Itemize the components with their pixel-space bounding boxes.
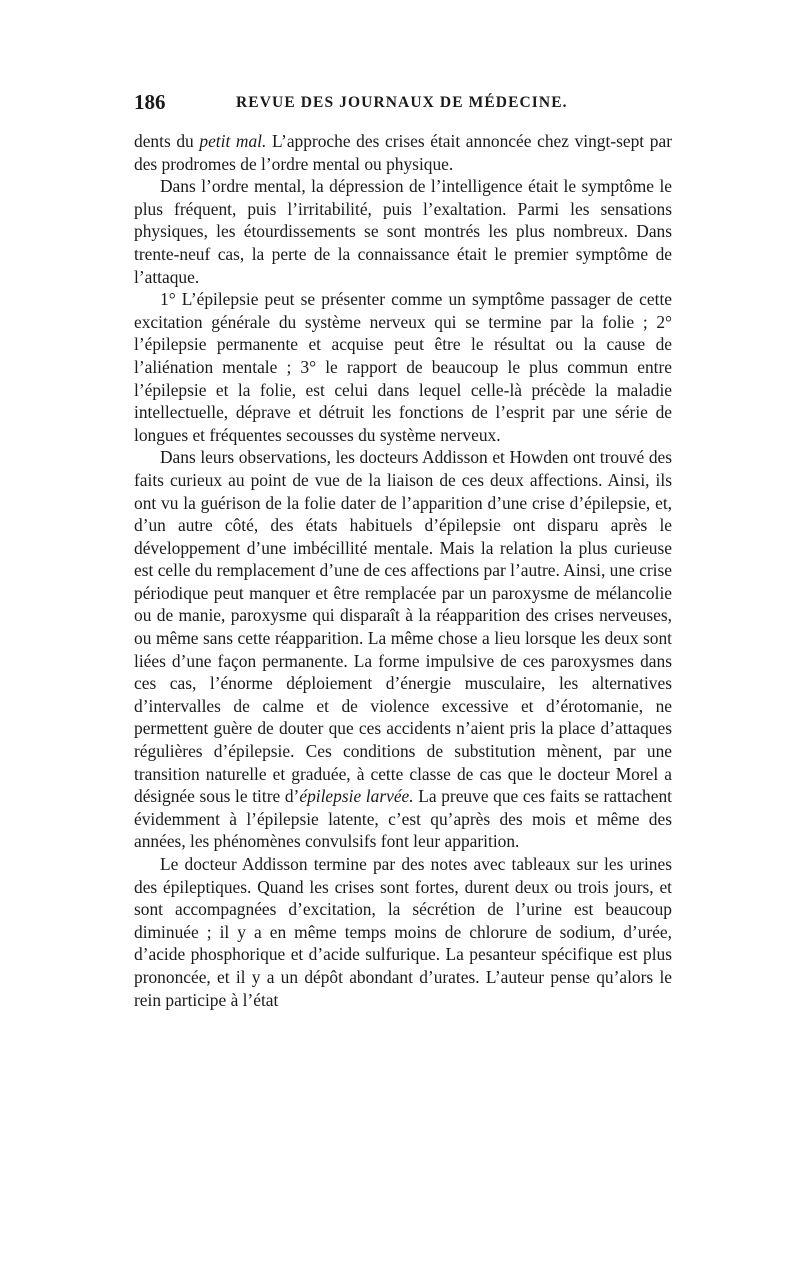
body-text: [134, 130, 672, 1011]
text-run: La preuve que ces faits se rattachent évidemment à l’épilepsie latente, c’est qu’après des mois et même des années, les phénomènes convulsifs font leur apparition.: [134, 786, 672, 852]
paragraph: Le docteur Addisson termine par des notes avec tableaux sur les urines des épileptiques. Quand les crises sont fortes, durent deux ou trois jours, et sont accompagnées d’excitation, la sécrétion de l’urine est beaucoup diminuée ; il y a en même temps moins de chlorure de sodium, d’urée, d’acide phosphorique et d’acide sulfurique. La pesanteur spécifique est plus prononcée, et il y a un dépôt abondant d’urates. L’auteur pense qu’alors le rein participe à l’état: [134, 854, 672, 1010]
running-title: REVUE DES JOURNAUX DE MÉDECINE.: [236, 94, 568, 111]
text-run: L’approche des crises était annoncée chez vingt-sept par des prodromes de l’ordre mental ou physique.: [134, 131, 672, 174]
running-head: [134, 88, 672, 122]
page-number: 186: [134, 90, 166, 114]
italic-term: épilepsie larvée.: [299, 786, 414, 807]
paragraph: Dans l’ordre mental, la dépression de l’intelligence était le symptôme le plus fréquent, puis l’irritabilité, puis l’exaltation. Parmi les sensations physiques, les étourdissements se sont montrés les plus nombreux. Dans trente-neuf cas, la perte de la connaissance était le premier symptôme de l’attaque.: [134, 176, 672, 287]
paragraph: [134, 446, 672, 853]
paragraph-continuation: [134, 130, 672, 175]
text-run: Dans leurs observations, les docteurs Addisson et Howden ont trouvé des faits curieux au point de vue de la liaison de ces deux affections. Ainsi, ils ont vu la guérison de la folie dater de l’apparition d’une crise d’épilepsie, et, d’un autre côté, des états habituels d’épilepsie ont disparu après le développement d’une imbécillité mentale. Mais la relation la plus curieuse est celle du remplacement d’une de ces affections par l’autre. Ainsi, une crise périodique peut manquer et être remplacée par un paroxysme de mélancolie ou de manie, paroxysme qui disparaît à la réapparition des crises nerveuses, ou même sans cette réapparition. La même chose a lieu lorsque les deux sont liées d’une façon permanente. La forme impulsive de ces paroxysmes dans ces cas, l’énorme déploiement d’énergie musculaire, les alternatives d’intervalles de calme et de violence excessive et d’érotomanie, ne permettent guère de douter que ces accidents n’aient pris la place d’attaques régulières d’épilepsie. Ces conditions de substitution mènent, par une transition naturelle et graduée, à cette classe de cas que le docteur Morel a désignée sous le titre d’: [134, 447, 672, 807]
italic-term: petit mal.: [199, 131, 267, 151]
book-page: [134, 88, 672, 1011]
paragraph: 1° L’épilepsie peut se présenter comme un symptôme passager de cette excitation générale du système nerveux qui se termine par la folie ; 2° l’épilepsie permanente et acquise peut être le résultat ou la cause de l’aliénation mentale ; 3° le rapport de beaucoup le plus commun entre l’épilepsie et la folie, est celui dans lequel celle-là précède la maladie intellectuelle, déprave et détruit les fonctions de l’esprit par une série de longues et fréquentes secousses du système nerveux.: [134, 289, 672, 445]
text-run: dents du: [134, 131, 200, 151]
